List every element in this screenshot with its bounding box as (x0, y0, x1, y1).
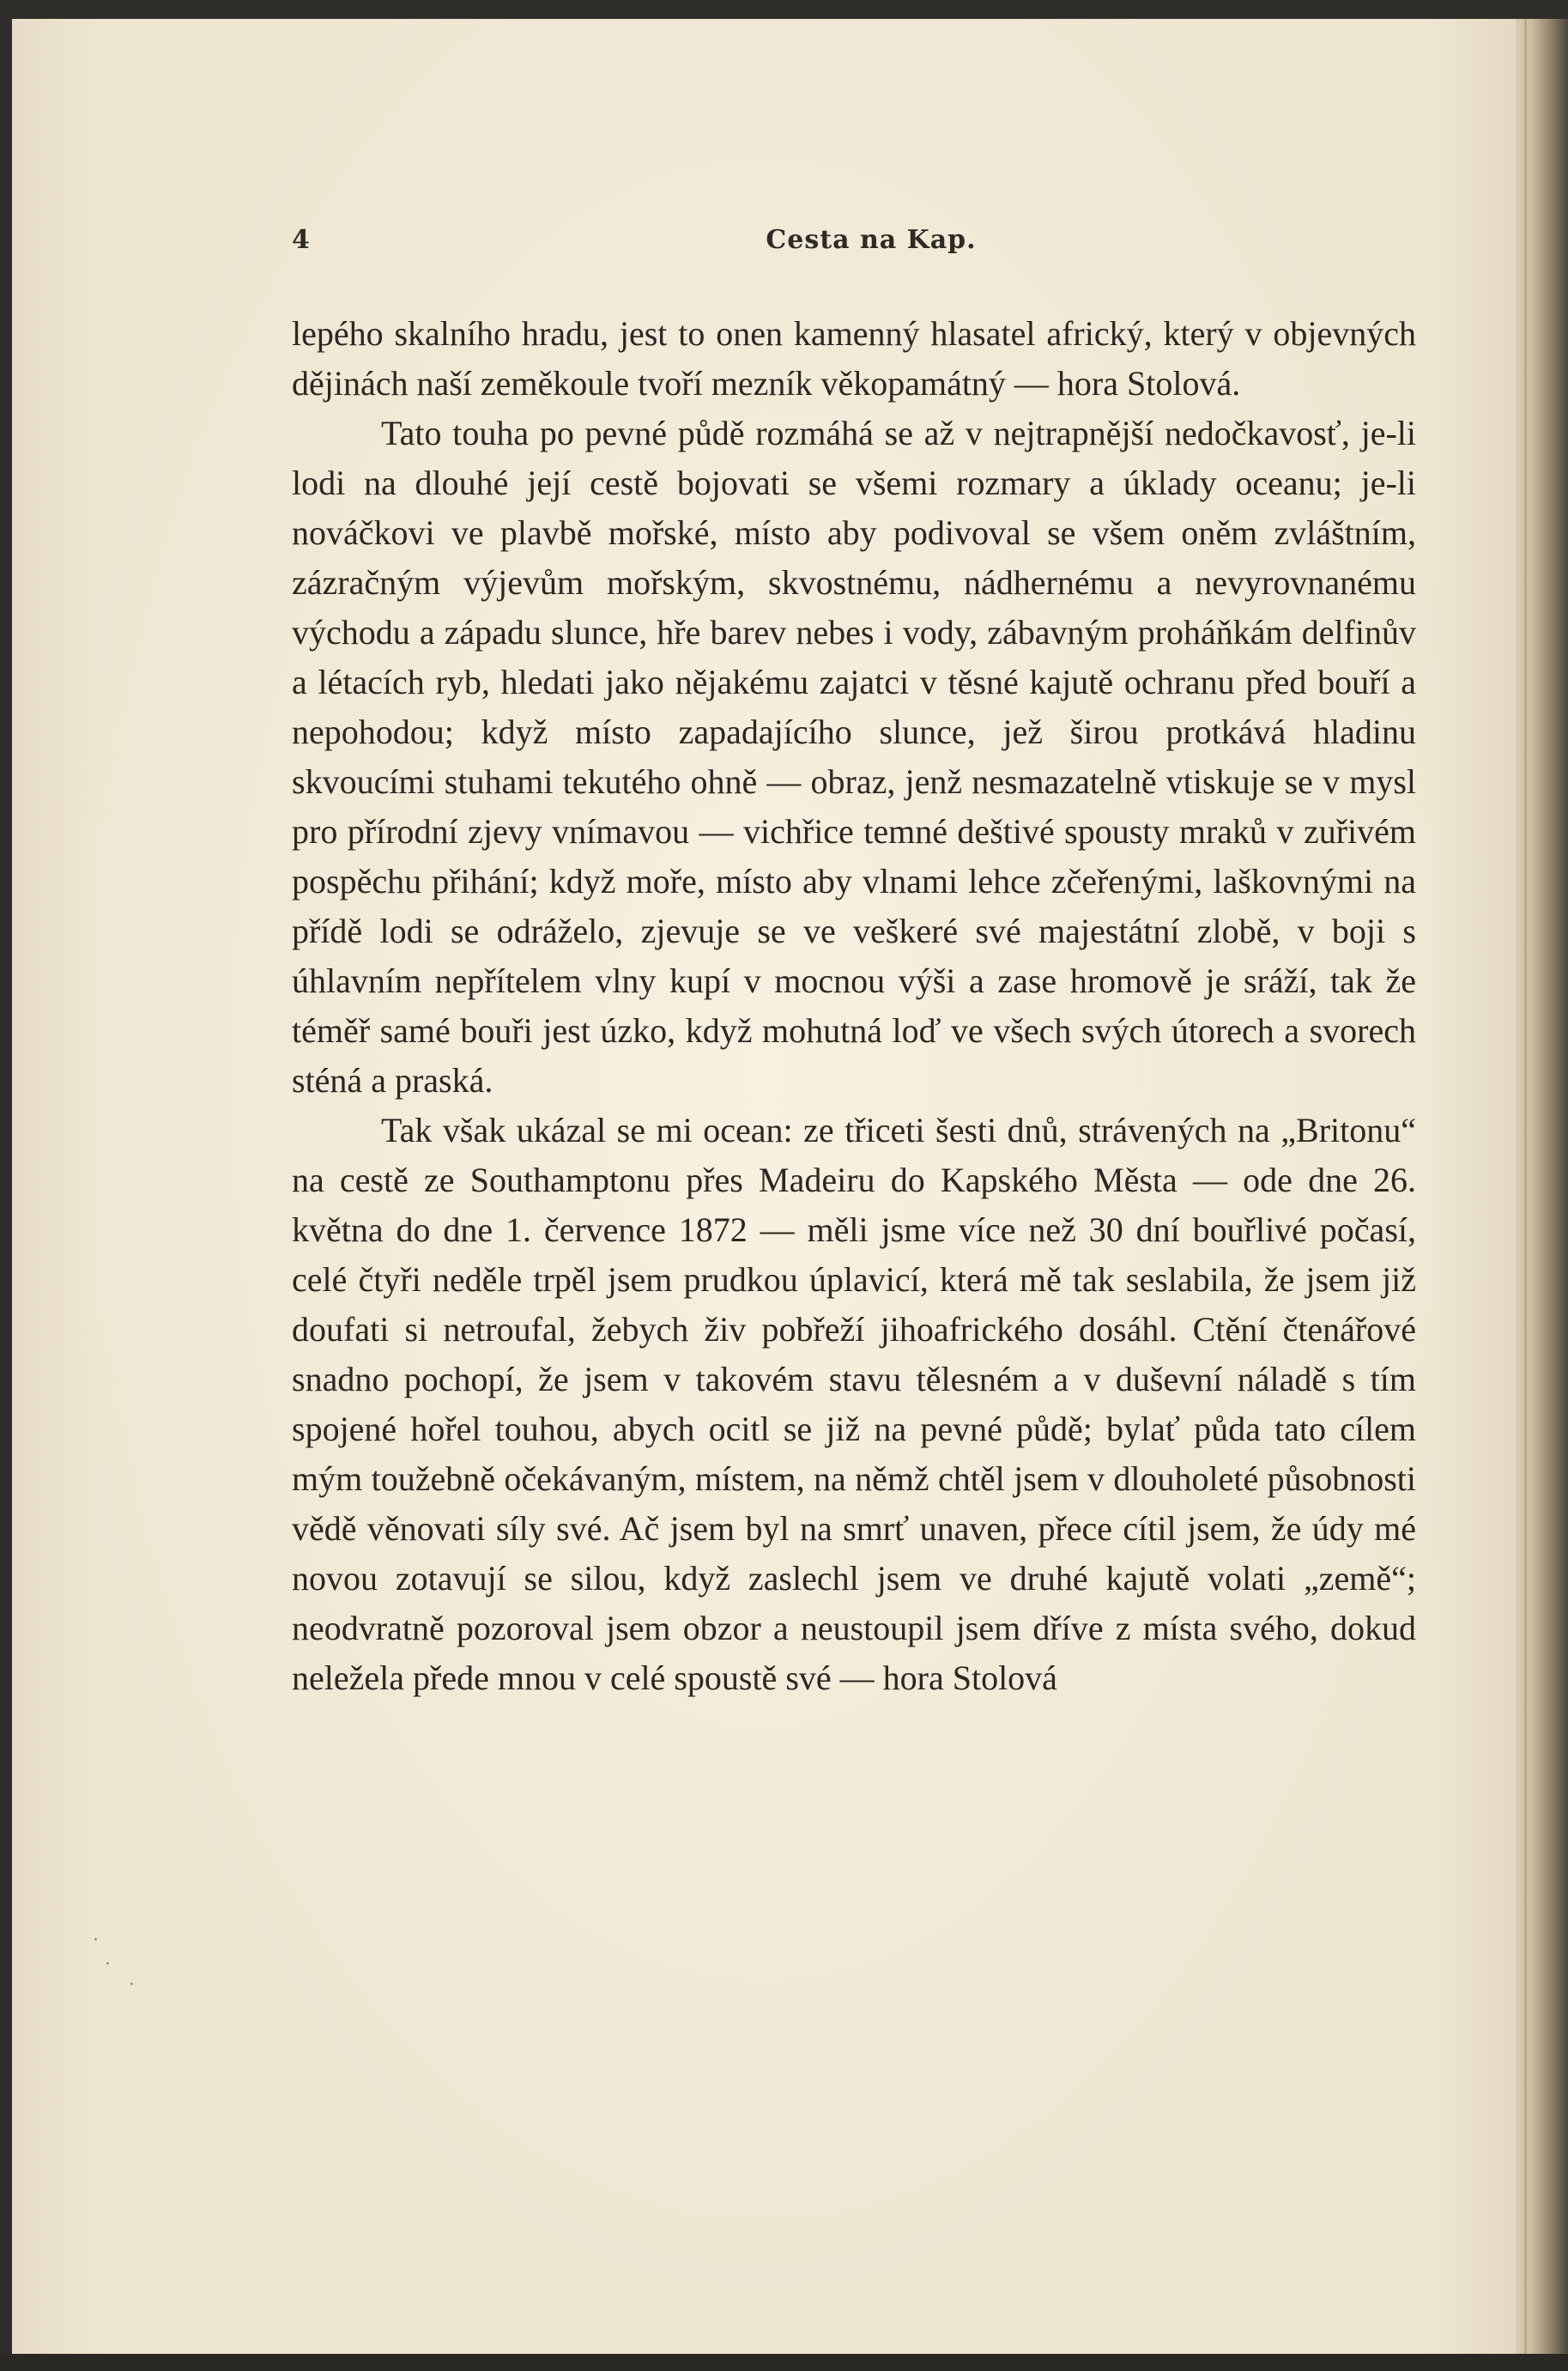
ink-smudge-mark: · (129, 1974, 135, 1996)
page-number: 4 (292, 225, 310, 255)
ink-smudge-mark: · (105, 1954, 111, 1975)
gutter-fold-line (1524, 19, 1527, 2354)
paragraph: Tak však ukázal se mi ocean: ze třiceti šesti dnů, strávených na „Britonu“ na cestě ze Southamptonu přes Madeiru do Kapského Města — ode dne 26. května do dne 1. července 1872 — měli jsme více než 30 dní bouřlivé počasí, celé čtyři neděle trpěl jsem prudkou úplavicí, která mě tak seslabila, že jsem již doufati si netroufal, žebych živ pobřeží jihoafrického dosáhl. Ctění čtenářové snadno pochopí, že jsem v takovém stavu tělesném a v duševní náladě s tím spojené hořel touhou, abych ocitl se již na pevné půdě; bylať půda tato cílem mým toužebně očekávaným, místem, na němž chtěl jsem v dlouholeté působnosti vědě věnovati síly své. Ač jsem byl na smrť unaven, přece cítil jsem, že údy mé novou zotavují se silou, když zaslechl jsem ve druhé kajutě volati „země“; neodvratně pozoroval jsem obzor a neustoupil jsem dříve z místa svého, dokud neležela přede mnou v celé spoustě své — hora Stolová (292, 1111, 1416, 1697)
running-head (292, 225, 1416, 259)
scan-bottom-edge (0, 2354, 1568, 2371)
ink-smudge-mark: · (93, 1930, 99, 1951)
paragraph: Tato touha po pevné půdě rozmáhá se až v nejtrapnější nedočkavosť, je-li lodi na dlouhé její cestě bojovati se všemi rozmary a úklady oceanu; je-li nováčkovi ve plavbě mořské, místo aby podivoval se všem oněm zvláštním, zázračným výjevům mořským, skvostnému, nádhernému a nevyrovnanému východu a západu slunce, hře barev nebes i vody, zábavným proháňkám delfinův a létacích ryb, hledati jako nějakému zajatci v těsné kajutě ochranu před bouří a nepohodou; když místo zapadajícího slunce, jež širou protkává hladinu skvoucími stuhami tekutého ohně — obraz, jenž nesmazatelně vtiskuje se v mysl pro přírodní zjevy vnímavou — vichřice temné deštivé spousty mraků v zuřivém pospěchu přihání; když moře, místo aby vlnami lehce zčeřenými, laškovnými na přídě lodi se odráželo, zjevuje se ve veškeré své majestátní zlobě, v boji s úhlavním nepřítelem vlny kupí v mocnou výši a zase hromově je sráží, tak že téměř samé bouři jest úzko, když mohutná loď ve všech svých útorech a svorech sténá a praská. (292, 414, 1416, 1100)
paragraph-continued: lepého skalního hradu, jest to onen kamenný hlasatel africký, který v objevných dějinách naší zeměkoule tvoří mezník věkopamátný — hora Stolová. (292, 314, 1416, 403)
running-head-title: Cesta na Kap. (766, 225, 977, 255)
body-text (292, 309, 1416, 1703)
